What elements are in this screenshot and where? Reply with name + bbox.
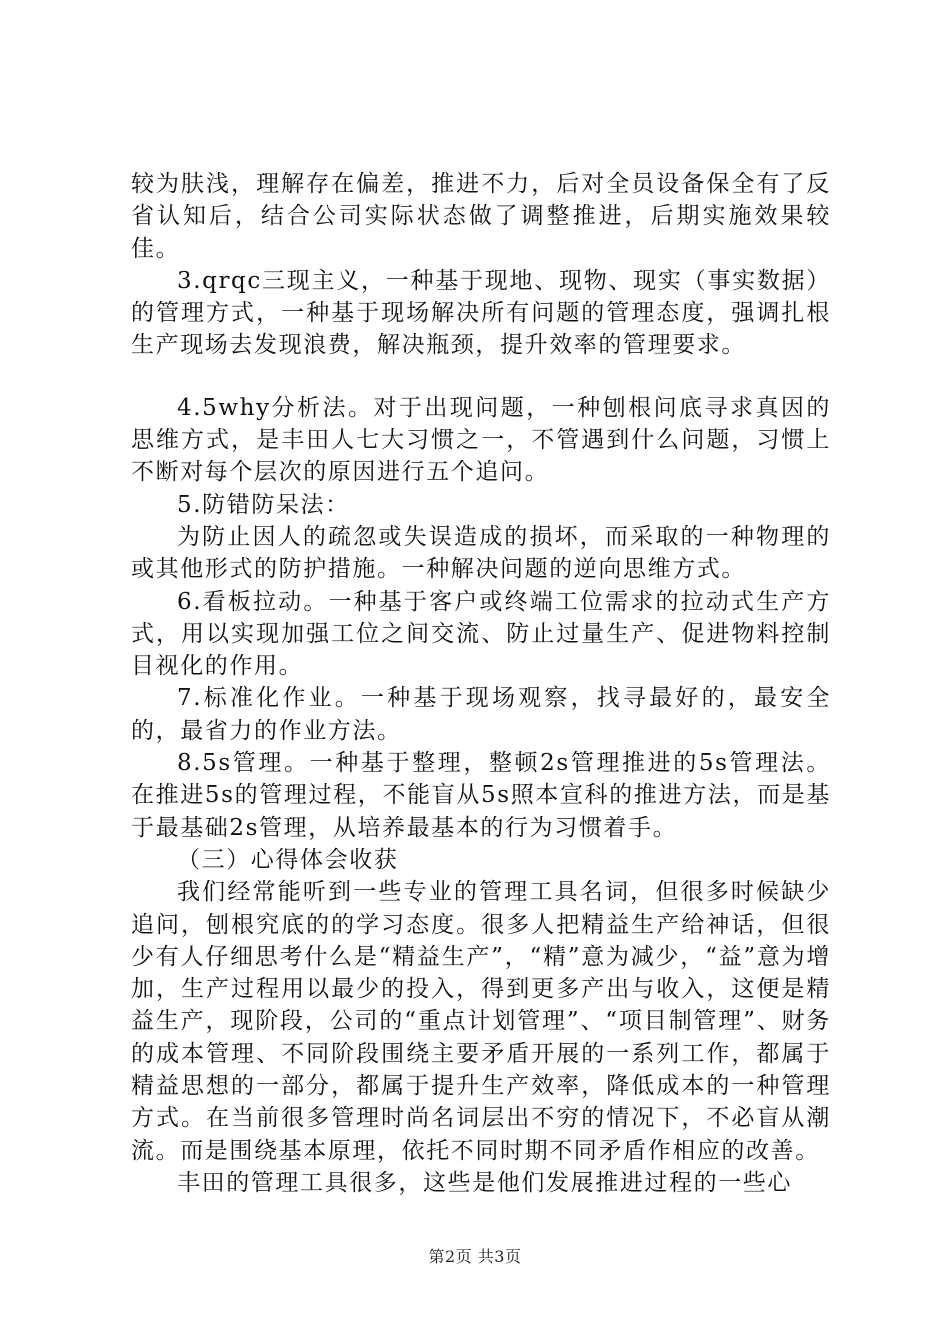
document-body bbox=[131, 168, 831, 1199]
paragraph-5why: 4.5why分析法。对于出现问题，一种刨根问底寻求真因的思维方式，是丰田人七大习惯之一，不管遇到什么问题，习惯上不断对每个层次的原因进行五个追问。 bbox=[131, 394, 831, 486]
paragraph-spacer bbox=[131, 362, 831, 392]
paragraph-standard-work: 7.标准化作业。一种基于现场观察，找寻最好的，最安全的，最省力的作业方法。 bbox=[131, 685, 831, 744]
paragraph-reflection: 我们经常能听到一些专业的管理工具名词，但很多时候缺少追问，刨根究底的的学习态度。很多人把精益生产给神话，但很少有人仔细思考什么是“精益生产”，“精”意为减少，“益”意为增加，生产过程用以最少的投入，得到更多产出与收入，这便是精益生产，现阶段，公司的“重点计划管理”、“项目制管理”、财务的成本管理、不同阶段围绕主要矛盾开展的一系列工作，都属于精益思想的一部分，都属于提升生产效率，降低成本的一种管理方式。在当前很多管理时尚名词层出不穷的情况下，不必盲从潮流。而是围绕基本原理，依托不同时期不同矛盾作相应的改善。 bbox=[131, 879, 831, 1164]
paragraph-kanban: 6.看板拉动。一种基于客户或终端工位需求的拉动式生产方式，用以实现加强工位之间交流、防止过量生产、促进物料控制目视化的作用。 bbox=[131, 588, 831, 680]
paragraph-5s: 8.5s管理。一种基于整理，整顿2s管理推进的5s管理法。在推进5s的管理过程，不能盲从5s照本宣科的推进方法，而是基于最基础2s管理，从培养最基本的行为习惯着手。 bbox=[131, 750, 831, 841]
section-heading: （三）心得体会收获 bbox=[177, 846, 399, 873]
paragraph-continuation: 较为肤浅，理解存在偏差，推进不力，后对全员设备保全有了反省认知后，结合公司实际状态做了调整推进，后期实施效果较佳。 bbox=[131, 171, 831, 262]
page-number-footer: 第2页 共3页 bbox=[428, 1247, 522, 1266]
paragraph-toyota-tools: 丰田的管理工具很多，这些是他们发展推进过程的一些心 bbox=[177, 1169, 792, 1196]
paragraph-qrqc: 3.qrqc三现主义，一种基于现地、现物、现实（事实数据）的管理方式，一种基于现场解决所有问题的管理态度，强调扎根生产现场去发现浪费，解决瓶颈，提升效率的管理要求。 bbox=[131, 267, 831, 359]
paragraph-poka-yoke-heading: 5.防错防呆法： bbox=[177, 491, 350, 518]
paragraph-poka-yoke-body: 为防止因人的疏忽或失误造成的损坏，而采取的一种物理的或其他形式的防护措施。一种解决问题的逆向思维方式。 bbox=[131, 523, 831, 583]
